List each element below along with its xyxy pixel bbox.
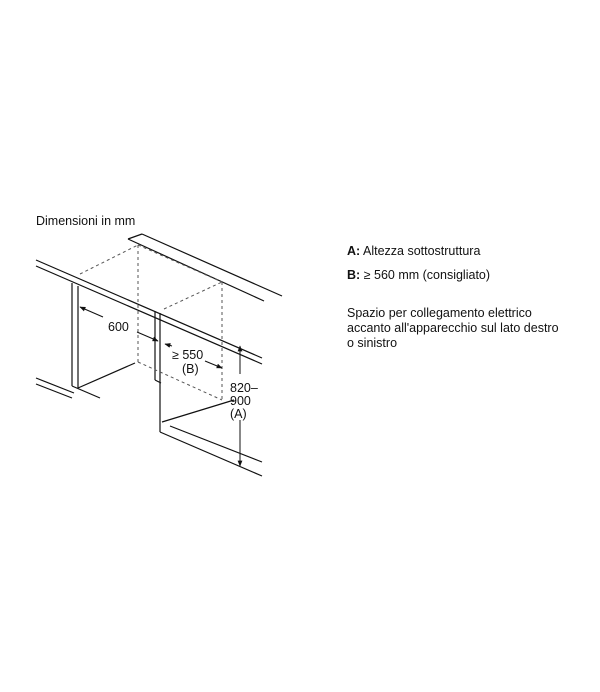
legend-b (347, 268, 490, 283)
countertop (36, 234, 282, 364)
electrical-connection-note (347, 306, 587, 351)
dimension-height-top: 820– (230, 381, 258, 395)
units-label: Dimensioni in mm (36, 214, 136, 228)
dimension-height-bottom: 900 (230, 394, 251, 408)
note-line: accanto all'apparecchio sul lato destro (347, 321, 559, 335)
dimension-height-ref: (A) (230, 407, 247, 421)
dimension-550-label: ≥ 550 (172, 348, 204, 362)
legend-b-text: ≥ 560 mm (consigliato) (360, 268, 491, 282)
dimension-600-label: 600 (108, 320, 129, 334)
legend-a-text: Altezza sottostruttura (360, 244, 481, 258)
legend-a (347, 244, 480, 259)
niche-outline (80, 245, 222, 400)
dimension-550-ref: (B) (182, 362, 199, 376)
left-cabinet (36, 283, 135, 398)
legend-b-key: B: (347, 268, 361, 282)
legend-a-key: A: (347, 244, 361, 258)
note-line: o sinistro (347, 336, 398, 350)
note-line: Spazio per collegamento elettrico (347, 306, 532, 320)
